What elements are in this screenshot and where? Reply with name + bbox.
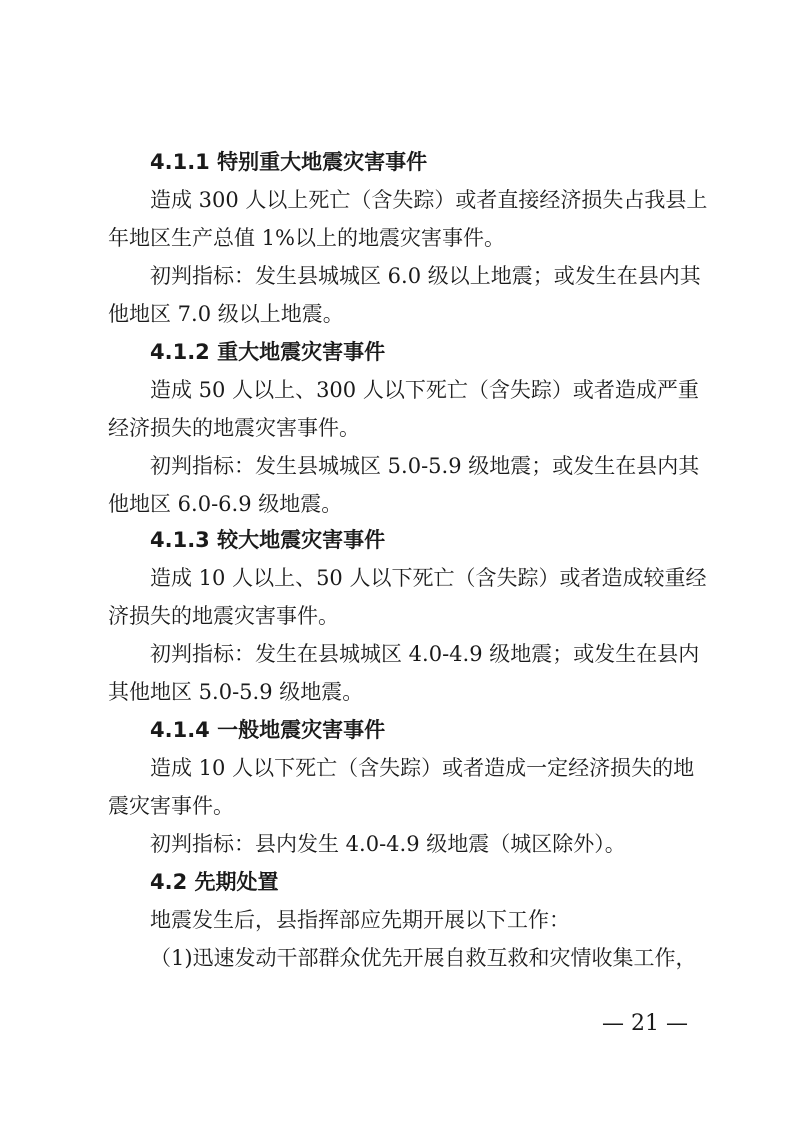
page-number: — 21 —	[602, 1011, 688, 1036]
paragraph-line: 造成 10 人以上、50 人以下死亡（含失踪）或者造成较重经	[150, 566, 707, 590]
paragraph-line: 他地区 6.0-6.9 级地震。	[108, 492, 343, 516]
paragraph-line: 经济损失的地震灾害事件。	[108, 416, 360, 440]
paragraph-line: 年地区生产总值 1%以上的地震灾害事件。	[108, 226, 505, 250]
heading-4-1-2: 4.1.2 重大地震灾害事件	[150, 340, 386, 364]
paragraph-line: 初判指标：发生在县城城区 4.0-4.9 级地震；或发生在县内	[150, 642, 700, 666]
paragraph-line: 震灾害事件。	[108, 794, 234, 818]
heading-4-1-4: 4.1.4 一般地震灾害事件	[150, 718, 386, 742]
heading-4-2: 4.2 先期处置	[150, 870, 279, 894]
paragraph-line: 初判指标：发生县城城区 6.0 级以上地震；或发生在县内其	[150, 264, 701, 288]
paragraph-line: 初判指标：县内发生 4.0-4.9 级地震（城区除外）。	[150, 832, 626, 856]
heading-4-1-3: 4.1.3 较大地震灾害事件	[150, 528, 386, 552]
paragraph-line: 造成 10 人以下死亡（含失踪）或者造成一定经济损失的地	[150, 756, 695, 780]
paragraph-line: 造成 50 人以上、300 人以下死亡（含失踪）或者造成严重	[150, 378, 699, 402]
paragraph-line: 其他地区 5.0-5.9 级地震。	[108, 680, 364, 704]
heading-4-1-1: 4.1.1 特别重大地震灾害事件	[150, 150, 428, 174]
paragraph-line: （1)迅速发动干部群众优先开展自救互救和灾情收集工作，	[150, 946, 697, 970]
paragraph-line: 济损失的地震灾害事件。	[108, 604, 339, 628]
paragraph-line: 造成 300 人以上死亡（含失踪）或者直接经济损失占我县上	[150, 188, 708, 212]
paragraph-line: 初判指标：发生县城城区 5.0-5.9 级地震；或发生在县内其	[150, 454, 700, 478]
paragraph-line: 地震发生后，县指挥部应先期开展以下工作：	[150, 908, 570, 932]
paragraph-line: 他地区 7.0 级以上地震。	[108, 302, 344, 326]
